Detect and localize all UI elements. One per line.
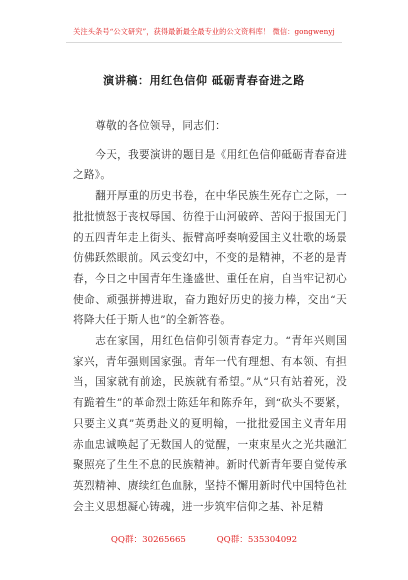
footer-contacts: [0, 533, 408, 545]
paragraph: 翻开厚重的历史书卷，在中华民族生死存亡之际，一批批愤怒于丧权辱国、彷徨于山河破碎、苦闷于报国无门的五四青年走上街头、振臂高呼奏响爱国主义壮歌的场景仿佛跃然眼前。风云变幻中，不变的是精神，不老的是青春，今日之中国青年生逢盛世、重任在肩，自当牢记初心使命、顽强拼搏进取，奋力跑好历史的接力棒，交出“天将降大任于斯人也”的全新答卷。: [73, 190, 347, 327]
paragraph: 今天，我要演讲的题目是《用红色信仰砥砺青春奋进之路》。: [73, 148, 347, 182]
document-title: 演讲稿：用红色信仰 砥砺青春奋进之路: [103, 74, 305, 87]
document-body: [73, 116, 347, 517]
salutation: 尊敬的各位领导，同志们：: [95, 120, 226, 132]
header-note: 关注头条号“公文研究”，获得最新最全最专业的公文资料库！ 微信：gongwenyj: [73, 27, 335, 36]
footer-qq-group-1: QQ群：30265665: [110, 535, 186, 545]
header-divider: [66, 42, 342, 43]
paragraph: 志在家国，用红色信仰引领青春定力。“青年兴则国家兴，青年强则国家强。青年一代有理想、有本领、有担当，国家就有前途，民族就有希望。”从“只有站着死，没有跪着生”的革命烈士陈廷年和陈乔年，到“砍头不要紧，只要主义真”英勇赴义的夏明翰，一批批爱国主义青年用赤血忠诚唤起了无数国人的觉醒，一束束星火之光共融汇聚照亮了生生不息的民族精神。新时代新青年要自觉传承英烈精神、赓续红色血脉，坚持不懈用新时代中国特色社会主义思想凝心铸魂，进一步筑牢信仰之基、补足精: [73, 335, 347, 513]
footer-qq-group-2: QQ群：535304092: [216, 535, 298, 545]
